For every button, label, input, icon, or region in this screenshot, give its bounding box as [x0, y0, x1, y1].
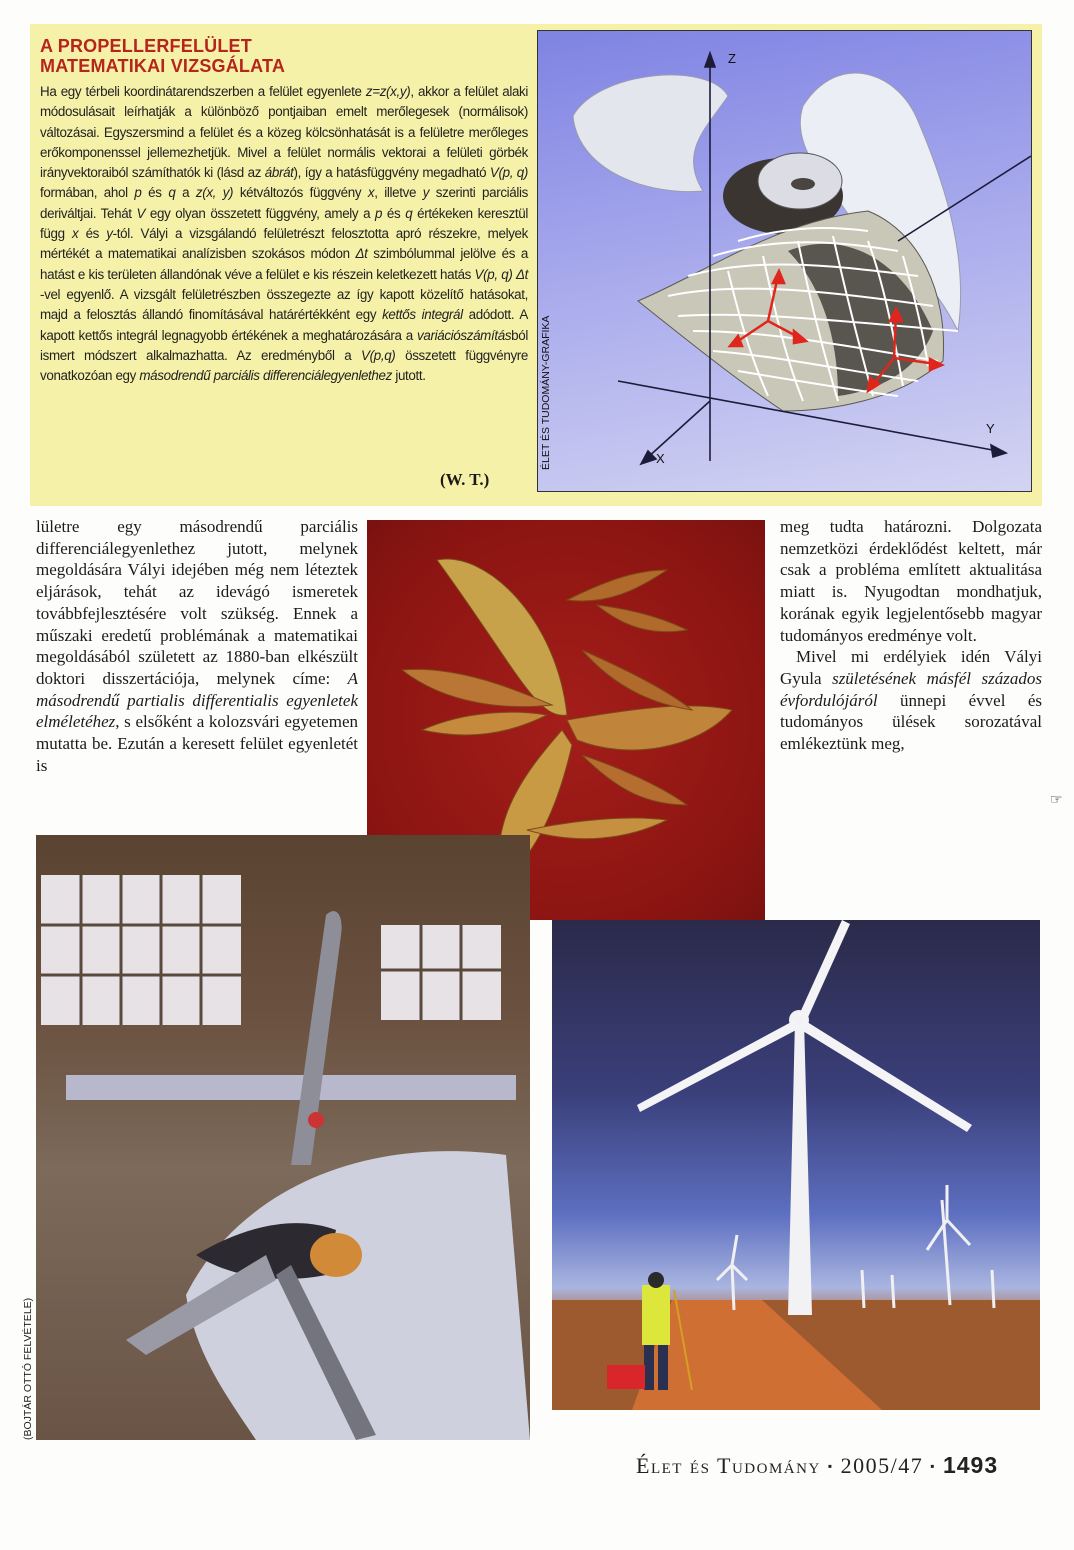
wind-turbine-illustration — [552, 920, 1040, 1410]
sidebar-body-text: Ha egy térbeli koordinátarendszerben a felület egyenlete z=z(x,y), akkor a felület alaki módosulásait leírhatják a különböző pontjaiban emelt merőlegesek (normálisok) változásai. Egyszersmind a felület és a közeg kölcsönhatását is a felületre merőleges erőkomponenssel jellemezhetjük. Mivel a felület normális vektorai a felületi görbék irányvektoraiból számíthatók ki (lásd az ábrát), így a hatásfüggvény megadható V(p, q) formában, ahol p és q a z(x, y) kétváltozós függvény x, illetve y szerinti parciális deriváltjai. Tehát V egy olyan összetett függvény, amely a p és q értékeken keresztül függ x és y-tól. Vályi a vizsgálandó felületrészt felosztotta apró részekre, melyek mértékét a matematikai analízisben szokásos módon Δt szimbólummal jelölve és a hatást e kis területen állandónak véve a felület e kis részein keletkezett hatás V(p, q) Δt -vel egyenlő. A vizsgált felületrészben összegezte az így kapott közelítő hatásokat, majd a felosztás állandó finomításával határértékként egy kettős integrál adódott. A kapott kettős integrál legnagyobb értékének a meghatározására a variációszámításból ismert módszert alkalmazhatta. Az eredményből a V(p,q) összetett függvényre vonatkozóan egy másodrendű parciális differenciálegyenlethez jutott. — [40, 84, 529, 384]
airplane-illustration — [36, 835, 530, 1440]
sidebar-signature: (W. T.) — [440, 470, 490, 489]
right-column-paragraph-1: meg tudta határozni. Dolgozata nemzetközi érdeklődést keltett, már csak a probléma említett aktualitása miatt is. Nyugodtan mondhatjuk, korának egyik legjelentősebb magyar tudományos eredménye volt. — [780, 517, 1042, 645]
photo-credit: (BOJTÁR OTTÓ FELVÉTELE) — [22, 1297, 34, 1440]
wind-turbine-photo — [552, 920, 1040, 1410]
footer-separator-2: ▪ — [930, 1459, 936, 1473]
sidebar-title-line1: A PROPELLERFELÜLET — [40, 36, 252, 56]
page-number: 1493 — [942, 1452, 999, 1478]
article-right-column — [780, 516, 1042, 755]
continue-pointing-hand-icon: ☞ — [1050, 792, 1063, 808]
diagram-credit: ÉLET ÉS TUDOMÁNY-GRAFIKA — [540, 315, 552, 470]
footer-magazine-name: Élet és Tudomány — [636, 1453, 821, 1478]
sidebar-title — [40, 36, 510, 76]
propeller-surface-graphic — [538, 31, 1031, 491]
footer-separator-1: ▪ — [827, 1459, 834, 1473]
axis-label-x: X — [656, 451, 665, 466]
sidebar-title-line2: MATEMATIKAI VIZSGÁLATA — [40, 56, 286, 76]
axis-label-z: Z — [728, 51, 736, 66]
airplane-propeller-photo — [36, 835, 530, 1440]
axis-label-y: Y — [986, 421, 995, 436]
footer-issue: 2005/47 — [840, 1453, 924, 1478]
right-column-paragraph-2: Mivel mi erdélyiek idén Vályi Gyula születésének másfél százados évfordulójáról ünnepi évvel és tudományos ülések sorozatával emlékeztünk meg, — [780, 647, 1042, 754]
article-left-column: lületre egy másodrendű parciális differenciálegyenlethez jutott, melynek megoldására Vályi idejében még nem léteztek eljárások, tehát az idevágó ismeretek továbbfejlesztésére volt szükség. Ennek a műszaki eredetű problémának a matematikai megoldásából született az 1880-ban elkészült doktori disszertációja, melynek címe: A másodrendű partialis differentialis egyenletek elméletéhez, s elsőként a kolozsvári egyetemen mutatta be. Ezután a keresett felület egyenletét is — [36, 517, 358, 775]
propeller-diagram — [537, 30, 1032, 492]
page-footer — [636, 1452, 998, 1479]
